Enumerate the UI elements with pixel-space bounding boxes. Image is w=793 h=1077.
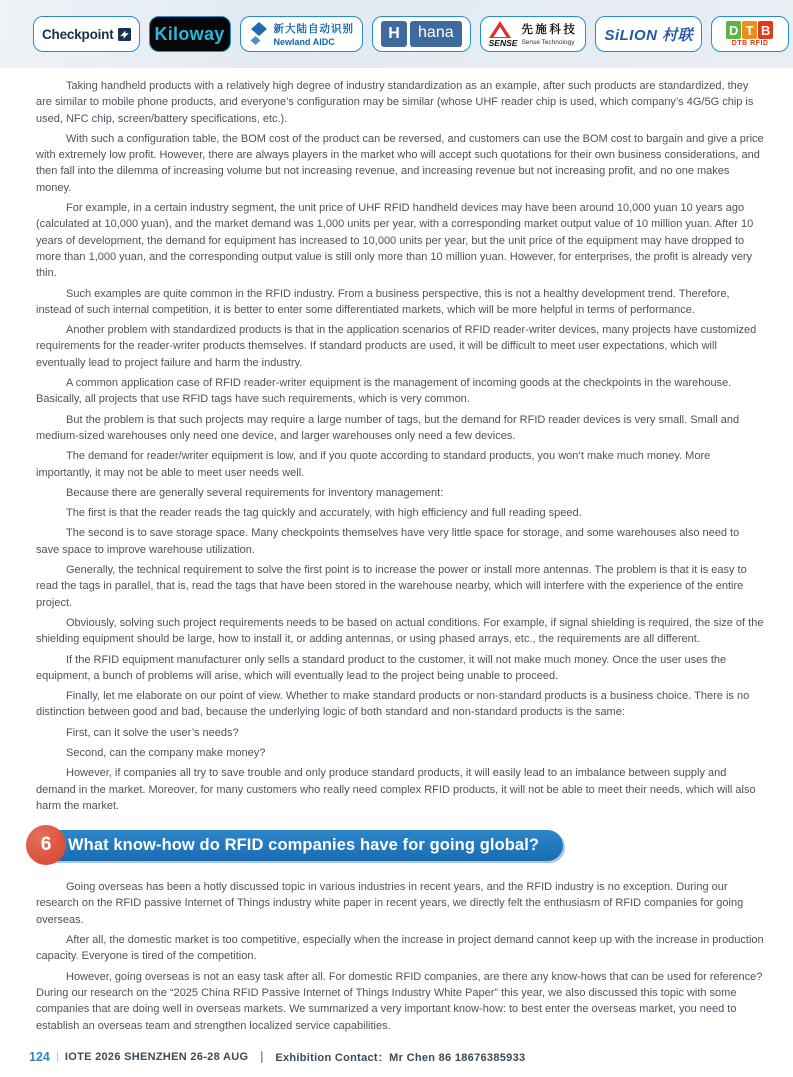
paragraph: Generally, the technical requirement to solve the first point is to increase the power or install more antennas. The problem is that it is easy to read the tags in parallel, that is, read the tags that have been stored in the warehouse nearby, which will interfere with the experience of the entire project. [36,564,747,609]
hana-wordmark: hana [410,21,462,47]
paragraph: But the problem is that such projects may require a large number of tags, but the demand for RFID reader devices is very small. Small and medium-sized warehouses only need one device, and larger warehouses only need a few devices. [36,413,740,442]
dtb-letter-t: T [742,21,757,39]
logo-silion [595,16,702,52]
footer-separator: ｜ [256,1052,268,1064]
section-number: 6 [40,834,52,856]
paragraph: Obviously, solving such project requirements needs to be based on actual conditions. For example, if signal shielding is required, the size of the shielding equipment should be large, how to install it, or adding antennas, or using phased arrays, etc., the requirements are all different. [36,616,764,646]
paragraph: The second is to save storage space. Many checkpoints themselves have very little space for storage, and some warehouses also need to save space to improve warehouse utilization. [36,527,740,556]
footer-contact-label: Exhibition Contact：Mr Chen 86 18676385933 [275,1052,526,1064]
paragraph: With such a configuration table, the BOM cost of the product can be reversed, and customers can use the BOM cost to bargain and give a price with extremely low profit. However, there are always players in the market who will accept such quotations for their own business considerations, and then fall into the dilemma of increasing volume but not increasing revenue, and increasing revenue but not increasing profit, and no one makes money. [36,132,764,194]
paragraph: First, can it solve the user’s needs? [66,726,239,739]
paragraph: However, going overseas is not an easy task after all. For domestic RFID companies, are there any know-hows that can be used for reference? During our research on the “2025 China RFID Passive Internet of Things Industry White Paper” this year, we also discussed this topic with some companies that are doing well in overseas markets. We summarized a very important know-how: to best enter the overseas market, you need to establish an overseas team and strengthen localized service capabilities. [36,970,763,1032]
footer-divider [57,1052,58,1062]
sense-triangle-icon [489,21,511,38]
logo-sense [480,16,587,52]
newland-en-label: Newland AIDC [273,37,335,47]
logo-checkpoint [33,16,140,52]
section-number-badge [26,825,66,865]
newland-diamond-icon [249,21,269,47]
paragraph: Going overseas has been a hotly discussed topic in various industries in recent years, and the RFID industry is no exception. During our research on the RFID passive Internet of Things industry white paper in recent years, we directly felt the enthusiasm of RFID companies for going overseas. [36,881,744,926]
paragraph: The first is that the reader reads the tag quickly and accurately, with high efficiency and full reading speed. [66,507,582,520]
paragraph: After all, the domestic market is too competitive, especially when the increase in project demand cannot keep up with the increase in production capacity. Everyone is tired of the competition. [36,934,764,963]
paragraph: However, if companies all try to save trouble and only produce standard products, it will easily lead to an imbalance between supply and demand in the market. Moreover, for many customers who really need complex RFID products, it will not be able to meet their needs, which will also harm the market. [36,767,756,812]
sense-cn-label: 先施科技 [521,24,578,36]
logo-kiloway [149,16,231,52]
newland-text [274,21,355,47]
hana-mark-icon: H [381,21,407,47]
checkpoint-mark-icon [118,28,131,41]
logo-dtb [711,16,789,52]
dtb-sub-label: DTB RFID [731,40,769,47]
partner-logo-band [0,0,793,68]
kiloway-wordmark: Kiloway [154,23,225,44]
dtb-letter-b: B [758,21,773,39]
paragraph: Another problem with standardized products is that in the application scenarios of RFID reader-writer devices, many projects have customized requirements for the reader-writer products themselves. If standard products are used, it will be difficult to meet user expectations, which will eventually lead to project failure and harm the industry. [36,324,757,369]
logo-hana [372,16,471,52]
newland-cn-label: 新大陆自动识别 [273,23,355,35]
page-number: 124 [29,1050,50,1064]
paragraph: Because there are generally several requirements for inventory management: [66,486,444,499]
section-heading [36,827,765,867]
paragraph: If the RFID equipment manufacturer only sells a standard product to the customer, it will not make much money. Once the user uses the equipment, a bunch of problems will arise, which will eventually lead to the project being unable to proceed. [36,653,727,682]
paragraph: Taking handheld products with a relatively high degree of industry standardization as an example, after such products are standardized, they are similar to mobile phone products, and everyone’s configuration may be similar (whose UHF reader chip is used, which company’s 4G/5G chip is used, NFC chip, screen/battery specifications, etc.). [36,80,754,125]
sense-en-label: Sense Technology [521,39,575,46]
dtb-letter-d: D [726,21,741,39]
paragraph: Second, can the company make money? [66,746,266,759]
paragraph: Finally, let me elaborate on our point of view. Whether to make standard products or non-standard products is a business choice. There is no distinction between good and bad, because the underlying logic of both standard and non-standard products is the same: [36,690,750,719]
paragraph: The demand for reader/writer equipment is low, and if you quote according to standard products, you won’t make much money. More importantly, it may not be able to meet user needs well. [36,450,711,479]
silion-cn: 村联 [662,26,694,44]
footer-event-label: IOTE 2026 SHENZHEN 26-28 AUG [64,1051,249,1063]
checkpoint-wordmark: Checkpoint [42,26,114,42]
section-title: What know-how do RFID companies have for going global? [38,830,563,861]
silion-en: SiLION [604,26,658,44]
paragraph: For example, in a certain industry segment, the unit price of UHF RFID handheld devices may have been around 10,000 yuan 10 years ago (calculated at 10,000 yuan), and the market demand was 1,000 units per year, with a corresponding market output value of 10 million yuan. After 10 years of development, the demand for equipment has increased to 10,000 units per year, but the unit price of the equipment may have dropped to more than 1,000 yuan, and the corresponding output value is still only more than 10 million yuan. However, for enterprises, the profit is already very thin. [36,202,754,280]
dtb-blocks-icon [726,21,774,39]
sense-logo-group [489,21,578,48]
article-body [0,68,793,1034]
silion-wordmark [604,24,693,45]
page-footer [29,1049,525,1065]
logo-newland [240,16,364,52]
paragraph: A common application case of RFID reader-writer equipment is the management of incoming goods at the checkpoints in the warehouse. Basically, all projects that use RFID tags have such requirements, which is very common. [36,377,732,406]
paragraph: Such examples are quite common in the RFID industry. From a business perspective, this is not a healthy development trend. Therefore, instead of such internal competition, it is better to enter some differentiated markets, which will be more helpful in terms of performance. [36,287,730,316]
sense-wordmark: SENSE [488,37,518,48]
